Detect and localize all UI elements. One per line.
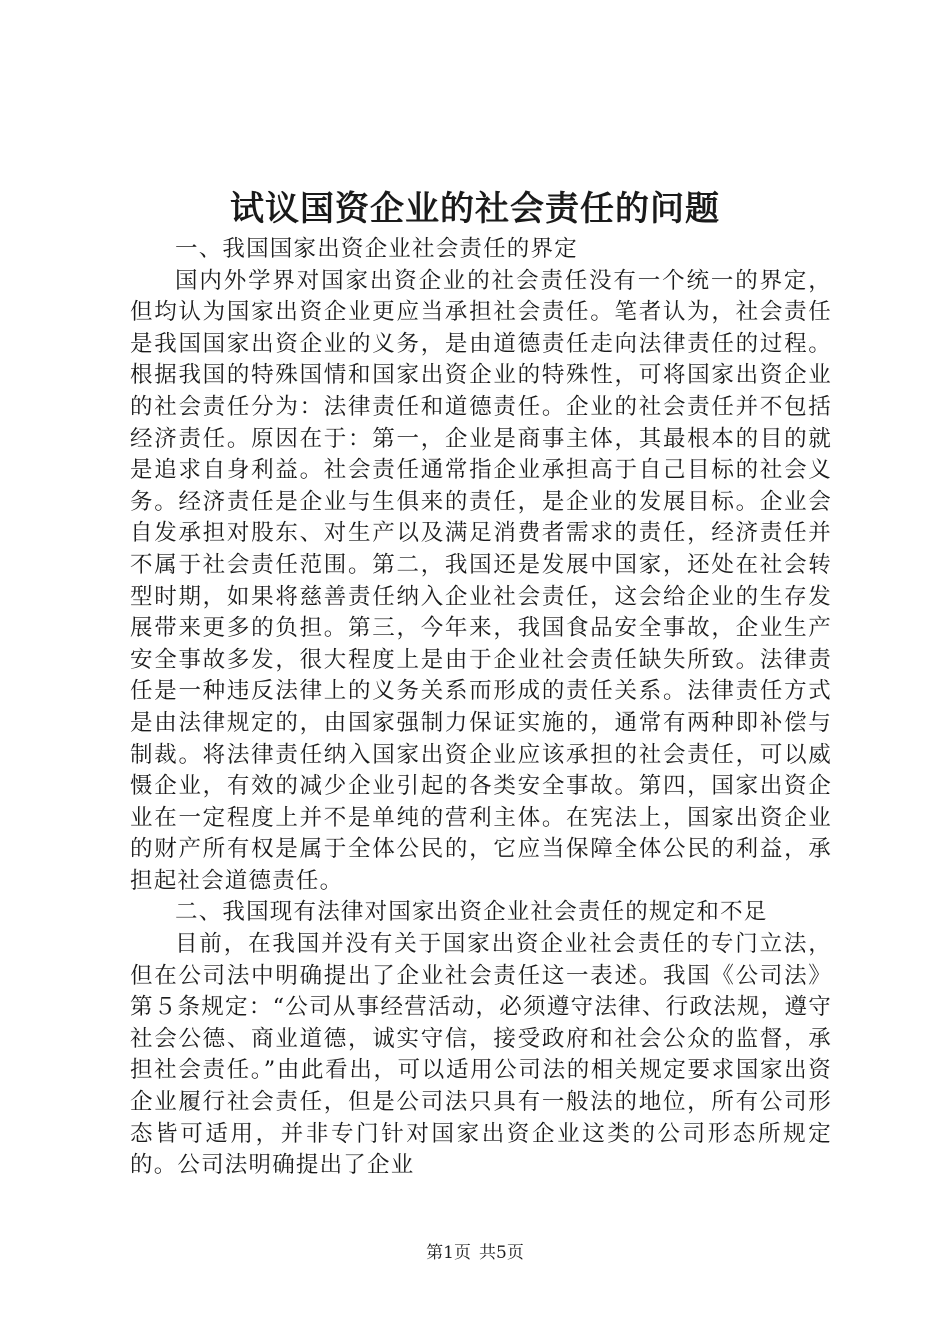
document-title: 试议国资企业的社会责任的问题 <box>230 189 720 229</box>
section-paragraph-1: 国内外学界对国家出资企业的社会责任没有一个统一的界定，但均认为国家出资企业更应当承担社会责任。笔者认为，社会责任是我国国家出资企业的义务，是由道德责任走向法律责任的过程。根据我国的特殊国情和国家出资企业的特殊性，可将国家出资企业的社会责任分为：法律责任和道德责任。企业的社会责任并不包括经济责任。原因在于：第一，企业是商事主体，其最根本的目的就是追求自身利益。社会责任通常指企业承担高于自己目标的社会义务。经济责任是企业与生俱来的责任，是企业的发展目标。企业会自发承担对股东、对生产以及满足消费者需求的责任，经济责任并不属于社会责任范围。第二，我国还是发展中国家，还处在社会转型时期，如果将慈善责任纳入企业社会责任，这会给企业的生存发展带来更多的负担。第三，今年来，我国食品安全事故，企业生产安全事故多发，很大程度上是由于企业社会责任缺失所致。法律责任是一种违反法律上的义务关系而形成的责任关系。法律责任方式是由法律规定的，由国家强制力保证实施的，通常有两种即补偿与制裁。将法律责任纳入国家出资企业应该承担的社会责任，可以威慑企业，有效的减少企业引起的各类安全事故。第四，国家出资企业在一定程度上并不是单纯的营利主体。在宪法上，国家出资企业的财产所有权是属于全体公民的，它应当保障全体公民的利益，承担起社会道德责任。 <box>130 267 832 894</box>
page-total: 共5页 <box>479 1243 524 1263</box>
section-paragraph-2: 目前，在我国并没有关于国家出资企业社会责任的专门立法，但在公司法中明确提出了企业社会责任这一表述。我国《公司法》第５条规定：“公司从事经营活动，必须遵守法律、行政法规，遵守社会公德、商业道德，诚实守信，接受政府和社会公众的监督，承担社会责任。”由此看出，可以适用公司法的相关规定要求国家出资企业履行社会责任，但是公司法只具有一般法的地位，所有公司形态皆可适用，并非专门针对国家出资企业这类的公司形态所规定的。公司法明确提出了企业 <box>130 931 832 1179</box>
section-heading-1: 一、我国国家出资企业社会责任的界定 <box>175 236 578 262</box>
document-body <box>130 234 832 1182</box>
page-footer <box>0 1242 950 1264</box>
section-heading-2: 二、我国现有法律对国家出资企业社会责任的规定和不足 <box>175 899 768 926</box>
page-number: 第1页 <box>426 1243 471 1263</box>
